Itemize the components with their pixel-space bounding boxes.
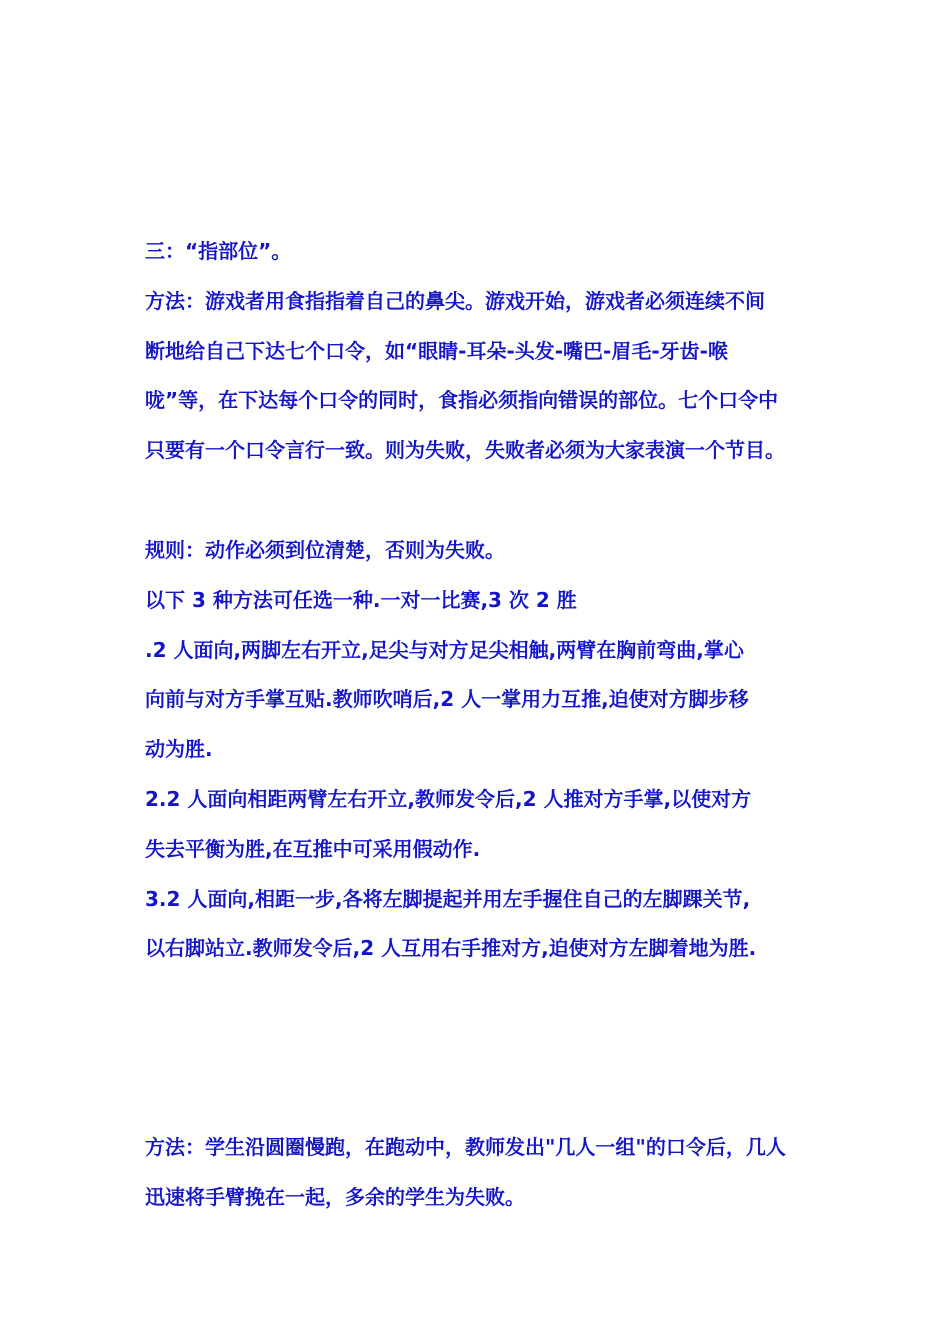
section-title: 三：“指部位”。 — [145, 239, 292, 263]
paragraph-line: 向前与对方手掌互贴.教师吹哨后,2 人一掌用力互推,迫使对方脚步移 — [145, 687, 749, 711]
paragraph-line: 咙”等，在下达每个口令的同时，食指必须指向错误的部位。七个口令中 — [145, 388, 779, 412]
paragraph-line: 只要有一个口令言行一致。则为失败，失败者必须为大家表演一个节目。 — [145, 438, 785, 462]
paragraph-line: 方法：游戏者用食指指着自己的鼻尖。游戏开始，游戏者必须连续不间 — [145, 289, 765, 313]
paragraph-line: 以右脚站立.教师发令后,2 人互用右手推对方,迫使对方左脚着地为胜. — [145, 936, 757, 960]
rules-line: 规则：动作必须到位清楚，否则为失败。 — [145, 538, 505, 562]
paragraph-line: 断地给自己下达七个口令，如“眼睛-耳朵-头发-嘴巴-眉毛-牙齿-喉 — [145, 339, 728, 363]
paragraph-line: 迅速将手臂挽在一起，多余的学生为失败。 — [145, 1185, 525, 1209]
paragraph-line: 动为胜. — [145, 737, 213, 761]
paragraph-line: .2 人面向,两脚左右开立,足尖与对方足尖相触,两臂在胸前弯曲,掌心 — [145, 638, 744, 662]
paragraph-line: 失去平衡为胜,在互推中可采用假动作. — [145, 837, 481, 861]
paragraph-line: 3.2 人面向,相距一步,各将左脚提起并用左手握住自己的左脚踝关节, — [145, 887, 751, 911]
paragraph-line: 方法：学生沿圆圈慢跑，在跑动中，教师发出"几人一组"的口令后，几人 — [145, 1135, 786, 1159]
paragraph-line: 2.2 人面向相距两臂左右开立,教师发令后,2 人推对方手掌,以使对方 — [145, 787, 752, 811]
paragraph-line: 以下 3 种方法可任选一种.一对一比赛,3 次 2 胜 — [145, 588, 577, 612]
